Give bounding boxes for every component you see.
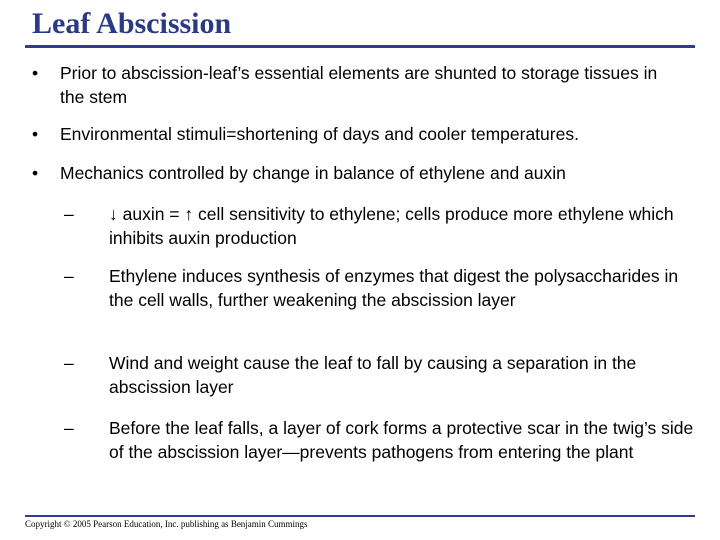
bullet-text: Environmental stimuli=shortening of days and cooler temperatures. — [60, 124, 579, 144]
dash-marker: – — [64, 266, 74, 286]
dash-marker: – — [64, 418, 74, 438]
sub-bullet-text: ↓ auxin = ↑ cell sensitivity to ethylene; cells produce more ethylene which inhibits auxin production — [109, 204, 674, 248]
bullet-text: Prior to abscission-leaf’s essential elements are shunted to storage tissues in the stem — [60, 63, 658, 107]
dash-marker: – — [64, 204, 74, 224]
sub-bullet-text: Wind and weight cause the leaf to fall by causing a separation in the abscission layer — [109, 353, 637, 397]
bullet-marker: • — [32, 163, 39, 183]
bullet-marker: • — [32, 124, 39, 144]
copyright-footer: Copyright © 2005 Pearson Education, Inc. publishing as Benjamin Cummings — [25, 519, 308, 529]
footer-divider — [25, 515, 695, 517]
sub-bullet-text: Ethylene induces synthesis of enzymes that digest the polysaccharides in the cell walls, further weakening the abscission layer — [109, 266, 679, 310]
bullet-marker: • — [32, 63, 39, 83]
sub-bullet-text: Before the leaf falls, a layer of cork forms a protective scar in the twig’s side of the abscission layer—prevents pathogens from entering the plant — [109, 418, 694, 462]
dash-marker: – — [64, 353, 74, 373]
slide-title: Leaf Abscission — [32, 7, 232, 40]
title-divider — [25, 45, 695, 48]
bullet-text: Mechanics controlled by change in balance of ethylene and auxin — [60, 163, 566, 183]
